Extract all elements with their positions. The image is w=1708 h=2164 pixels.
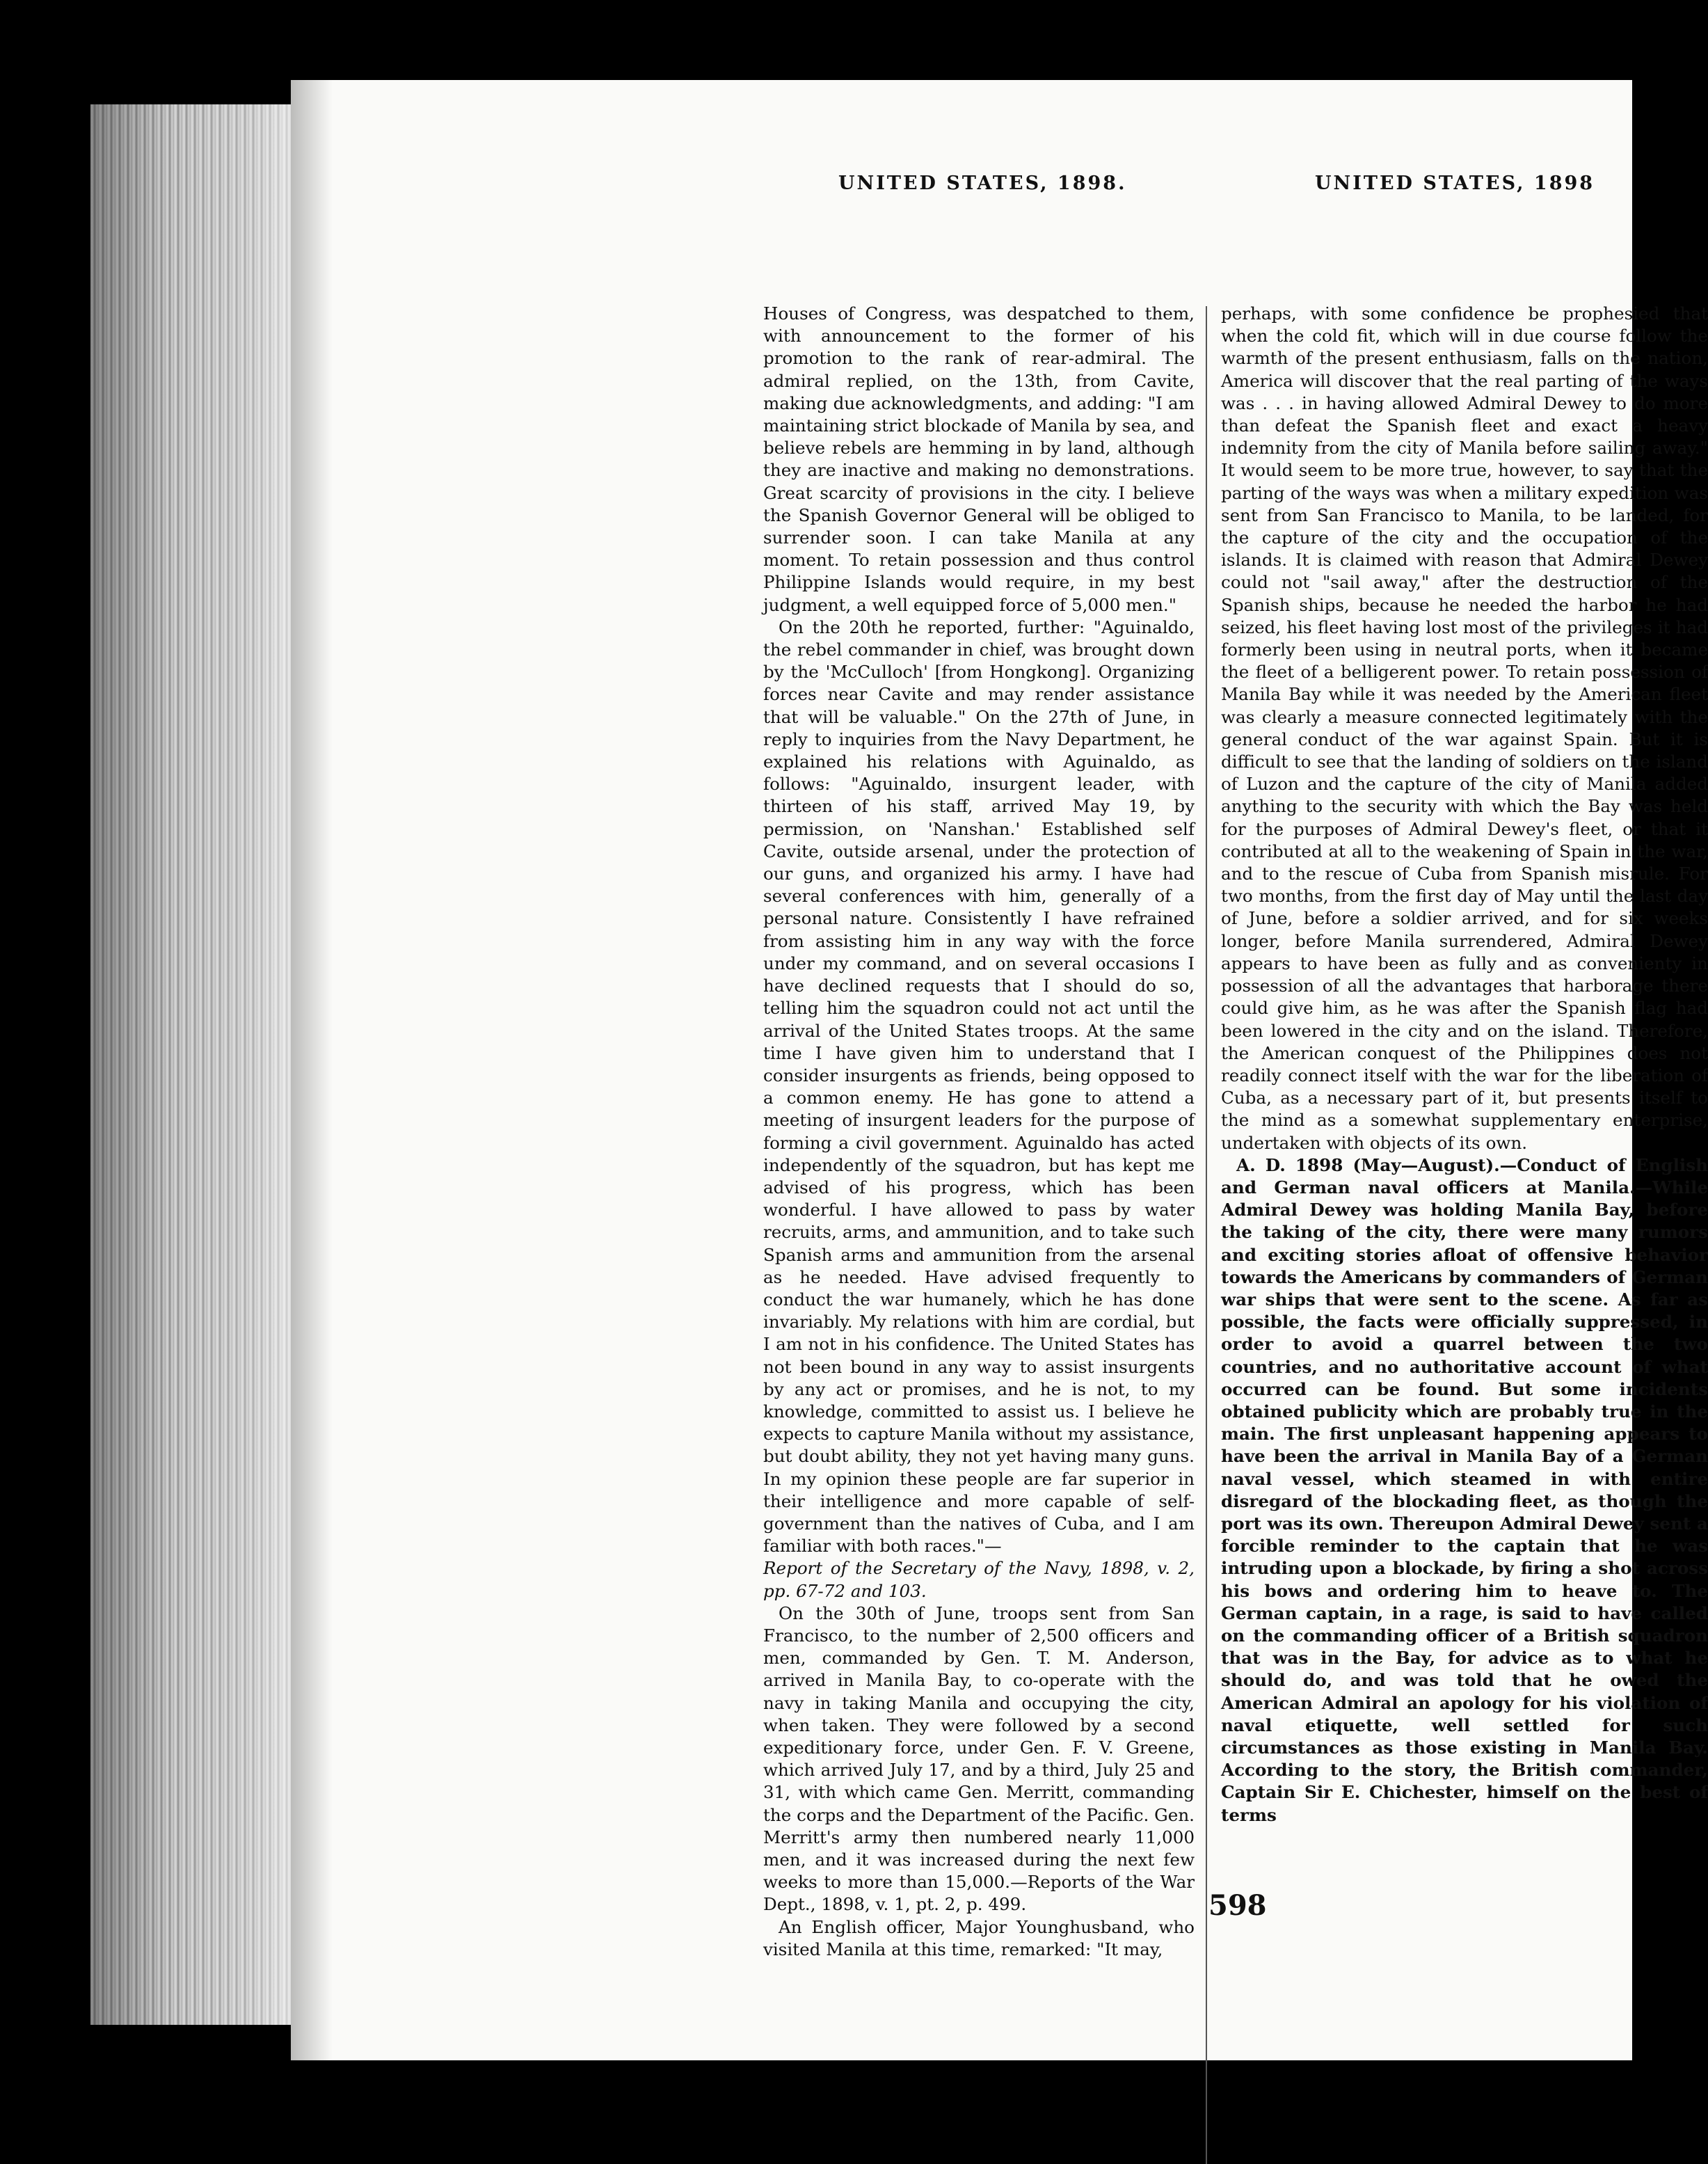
paragraph: An English officer, Major Younghusband, who visited Manila at this time, remarked: "It may, <box>763 1916 1195 1959</box>
column-divider <box>1206 306 1207 2164</box>
running-head-right: UNITED STATES, 1898 <box>1315 173 1595 194</box>
paragraph: Houses of Congress, was despatched to them, with announcement to the former of his promotion to the rank of rear-admiral. The admiral replied, on the 13th, from Cavite, making due acknowledgments, and adding: "I am maintaining strict blockade of Manila by sea, and believe rebels are hemming in by land, although they are inactive and making no demonstrations. Great scarcity of provisions in the city. I believe the Spanish Governor General will be obliged to surrender soon. I can take Manila at any moment. To retain possession and thus control Philippine Islands would require, in my best judgment, a well equipped force of 5,000 men." <box>763 303 1195 615</box>
page-number: 598 <box>1208 1889 1267 1922</box>
citation: Report of the Secretary of the Navy, 1898, v. 2, pp. 67-72 and 103. <box>763 1558 1195 1601</box>
paragraph: On the 20th he reported, further: "Aguinaldo, the rebel commander in chief, was brought down by the 'McCulloch' [from Hongkong]. Organizing forces near Cavite and may render assistance that will be valuable." On the 27th of June, in reply to inquiries from the Navy Department, he explained his relations with Aguinaldo, as follows: "Aguinaldo, insurgent leader, with thirteen of his staff, arrived May 19, by permission, on 'Nanshan.' Established self Cavite, outside arsenal, under the protection of our guns, and organized his army. I have had several conferences with him, generally of a personal nature. Consistently I have refrained from assisting him in any way with the force under my command, and on several occasions I have declined requests that I should do so, telling him the squadron could not act until the arrival of the United States troops. At the same time I have given him to understand that I consider insurgents as friends, being opposed to a common enemy. He has gone to attend a meeting of insurgent leaders for the purpose of forming a civil government. Aguinaldo has acted independently of the squadron, but has kept me advised of his progress, which has been wonderful. I have allowed to pass by water recruits, arms, and ammunition, and to take such Spanish arms and ammunition from the arsenal as he needed. Have advised frequently to conduct the war humanely, which he has done invariably. My relations with him are cordial, but I am not in his confidence. The United States has not been bound in any way to assist insurgents by any act or promises, and he is not, to my knowledge, committed to assist us. I believe he expects to capture Manila without my assistance, but doubt ability, they not yet having many guns. In my opinion these people are far superior in their intelligence and more capable of self-government than the natives of Cuba, and I am familiar with both races."— <box>763 616 1195 1557</box>
gutter-shadow <box>291 80 333 2060</box>
book-page-edges-shadow <box>90 104 292 2025</box>
running-head-left: UNITED STATES, 1898. <box>838 173 1127 194</box>
section-entry: A. D. 1898 (May—August).—Conduct of English and German naval officers at Manila.—While Admiral Dewey was holding Manila Bay, before the taking of the city, there were many rumors and exciting stories afloat of offensive behavior towards the Americans by commanders of German war ships that were sent to the scene. As far as possible, the facts were officially suppressed, in order to avoid a quarrel between the two countries, and no authoritative account of what occurred can be found. But some incidents obtained publicity which are probably true in the main. The first unpleasant happening appears to have been the arrival in Manila Bay of a German naval vessel, which steamed in with entire disregard of the blockading fleet, as though the port was its own. Thereupon Admiral Dewey sent a forcible reminder to the captain that he was intruding upon a blockade, by firing a shot across his bows and ordering him to heave to. The German captain, in a rage, is said to have called on the commanding officer of a British squadron that was in the Bay, for advice as to what he should do, and was told that he owed the American Admiral an apology for his violation of naval etiquette, well settled for such circumstances as those existing in Manila Bay. According to the story, the British commander, Captain Sir E. Chichester, himself on the best of terms <box>1221 1154 1708 1825</box>
text-column-left <box>763 303 1195 1961</box>
paragraph: perhaps, with some confidence be prophesied that when the cold fit, which will in due course follow the warmth of the present enthusiasm, falls on the nation, America will discover that the real parting of the ways was . . . in having allowed Admiral Dewey to do more than defeat the Spanish fleet and exact a heavy indemnity from the city of Manila before sailing away." It would seem to be more true, however, to say that the parting of the ways was when a military expedition was sent from San Francisco to Manila, to be landed, for the capture of the city and the occupation of the islands. It is claimed with reason that Admiral Dewey could not "sail away," after the destruction of the Spanish ships, because he needed the harbor he had seized, his fleet having lost most of the privileges it had formerly been using in neutral ports, when it became the fleet of a belligerent power. To retain possession of Manila Bay while it was needed by the American fleet was clearly a measure connected legitimately with the general conduct of the war against Spain. But it is difficult to see that the landing of soldiers on the island of Luzon and the capture of the city of Manila added anything to the security with which the Bay was held for the purposes of Admiral Dewey's fleet, or that it contributed at all to the weakening of Spain in the war, and to the rescue of Cuba from Spanish misrule. For two months, from the first day of May until the last day of June, before a soldier arrived, and for six weeks longer, before Manila surrendered, Admiral Dewey appears to have been as fully and as convenienty in possession of all the advantages that harborage there could give him, as he was after the Spanish flag had been lowered in the city and on the island. Therefore, the American conquest of the Philippines does not readily connect itself with the war for the liberation of Cuba, as a necessary part of it, but presents itself to the mind as a somewhat supplementary enterprise, undertaken with objects of its own. <box>1221 303 1708 1153</box>
paragraph: On the 30th of June, troops sent from San Francisco, to the number of 2,500 officers and men, commanded by Gen. T. M. Anderson, arrived in Manila Bay, to co-operate with the navy in taking Manila and occupying the city, when taken. They were followed by a second expeditionary force, under Gen. F. V. Greene, which arrived July 17, and by a third, July 25 and 31, with which came Gen. Merritt, commanding the corps and the Department of the Pacific. Gen. Merritt's army then numbered nearly 11,000 men, and it was increased during the next few weeks to more than 15,000.—Reports of the War Dept., 1898, v. 1, pt. 2, p. 499. <box>763 1602 1195 1915</box>
text-column-right <box>1221 303 1708 1827</box>
